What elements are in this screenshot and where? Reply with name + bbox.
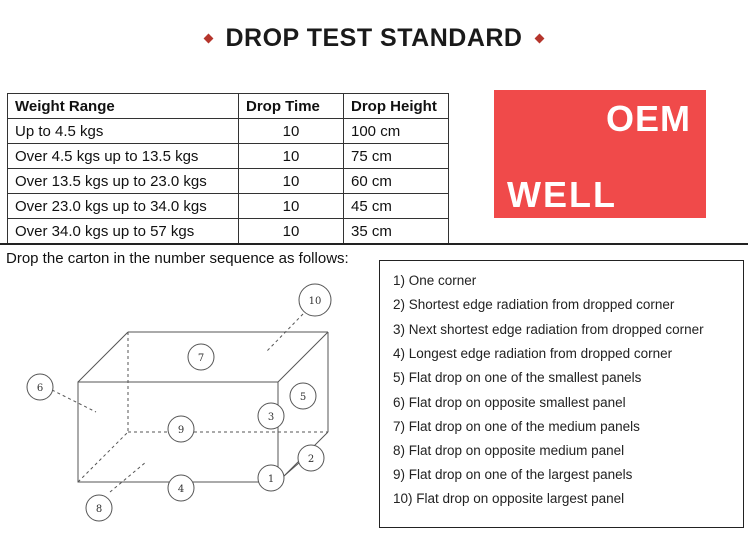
table-cell: Over 34.0 kgs up to 57 kgs [8, 219, 239, 244]
leader-line [266, 314, 303, 352]
box-edge [278, 332, 328, 382]
table-cell: 10 [239, 119, 344, 144]
table-cell: 10 [239, 194, 344, 219]
leader-line [110, 462, 146, 492]
page-title: DROP TEST STANDARD [225, 23, 523, 52]
label-3: 3 [267, 412, 275, 423]
list-item: 7) Flat drop on one of the medium panels [393, 419, 640, 434]
table-cell: Over 4.5 kgs up to 13.5 kgs [8, 144, 239, 169]
label-6: 6 [36, 383, 44, 394]
table-row [8, 119, 449, 144]
column-header: Weight Range [8, 94, 239, 119]
table-cell: Over 13.5 kgs up to 23.0 kgs [8, 169, 239, 194]
right-diamond-icon [535, 33, 545, 43]
column-header: Drop Height [344, 94, 449, 119]
list-item: 1) One corner [393, 273, 477, 288]
table-cell: Over 23.0 kgs up to 34.0 kgs [8, 194, 239, 219]
brand-logo [494, 90, 706, 218]
list-item: 9) Flat drop on one of the largest panels [393, 467, 633, 482]
list-item: 5) Flat drop on one of the smallest panels [393, 370, 642, 385]
list-item: 3) Next shortest edge radiation from dropped corner [393, 322, 704, 337]
left-diamond-icon [203, 33, 213, 43]
list-item: 4) Longest edge radiation from dropped corner [393, 346, 673, 361]
carton-diagram [0, 270, 378, 548]
brand-well-text: WELL [507, 174, 617, 215]
label-2: 2 [307, 454, 315, 465]
table-cell: 10 [239, 144, 344, 169]
table-cell: 10 [239, 219, 344, 244]
table-row [8, 169, 449, 194]
table-cell: 10 [239, 169, 344, 194]
box-edge [78, 332, 128, 382]
table-cell: 35 cm [344, 219, 449, 244]
label-8: 8 [95, 504, 103, 515]
brand-oem-text: OEM [605, 98, 691, 139]
table-row [8, 219, 449, 244]
table-cell: Up to 4.5 kgs [8, 119, 239, 144]
label-4: 4 [177, 484, 185, 495]
drop-test-table [7, 93, 449, 244]
table-row [8, 144, 449, 169]
label-1: 1 [267, 474, 275, 485]
label-7: 7 [197, 353, 205, 364]
drop-sequence-box [379, 260, 744, 528]
section-divider [0, 243, 748, 245]
instruction-text: Drop the carton in the number sequence as follows: [6, 250, 349, 267]
leader-line [52, 390, 96, 412]
table-cell: 100 cm [344, 119, 449, 144]
table-header-row [8, 94, 449, 119]
table-row [8, 194, 449, 219]
table-cell: 45 cm [344, 194, 449, 219]
leader-line [284, 462, 300, 476]
list-item: 8) Flat drop on opposite medium panel [393, 443, 625, 458]
label-10: 10 [308, 296, 322, 307]
column-header: Drop Time [239, 94, 344, 119]
label-9: 9 [177, 425, 185, 436]
box-hidden-edge [78, 432, 128, 482]
label-5: 5 [299, 392, 307, 403]
list-item: 6) Flat drop on opposite smallest panel [393, 395, 626, 410]
carton-svg [0, 270, 378, 548]
table-cell: 75 cm [344, 144, 449, 169]
title-row [0, 22, 748, 54]
table-cell: 60 cm [344, 169, 449, 194]
list-item: 10) Flat drop on opposite largest panel [393, 491, 625, 506]
list-item: 2) Shortest edge radiation from dropped corner [393, 297, 675, 312]
